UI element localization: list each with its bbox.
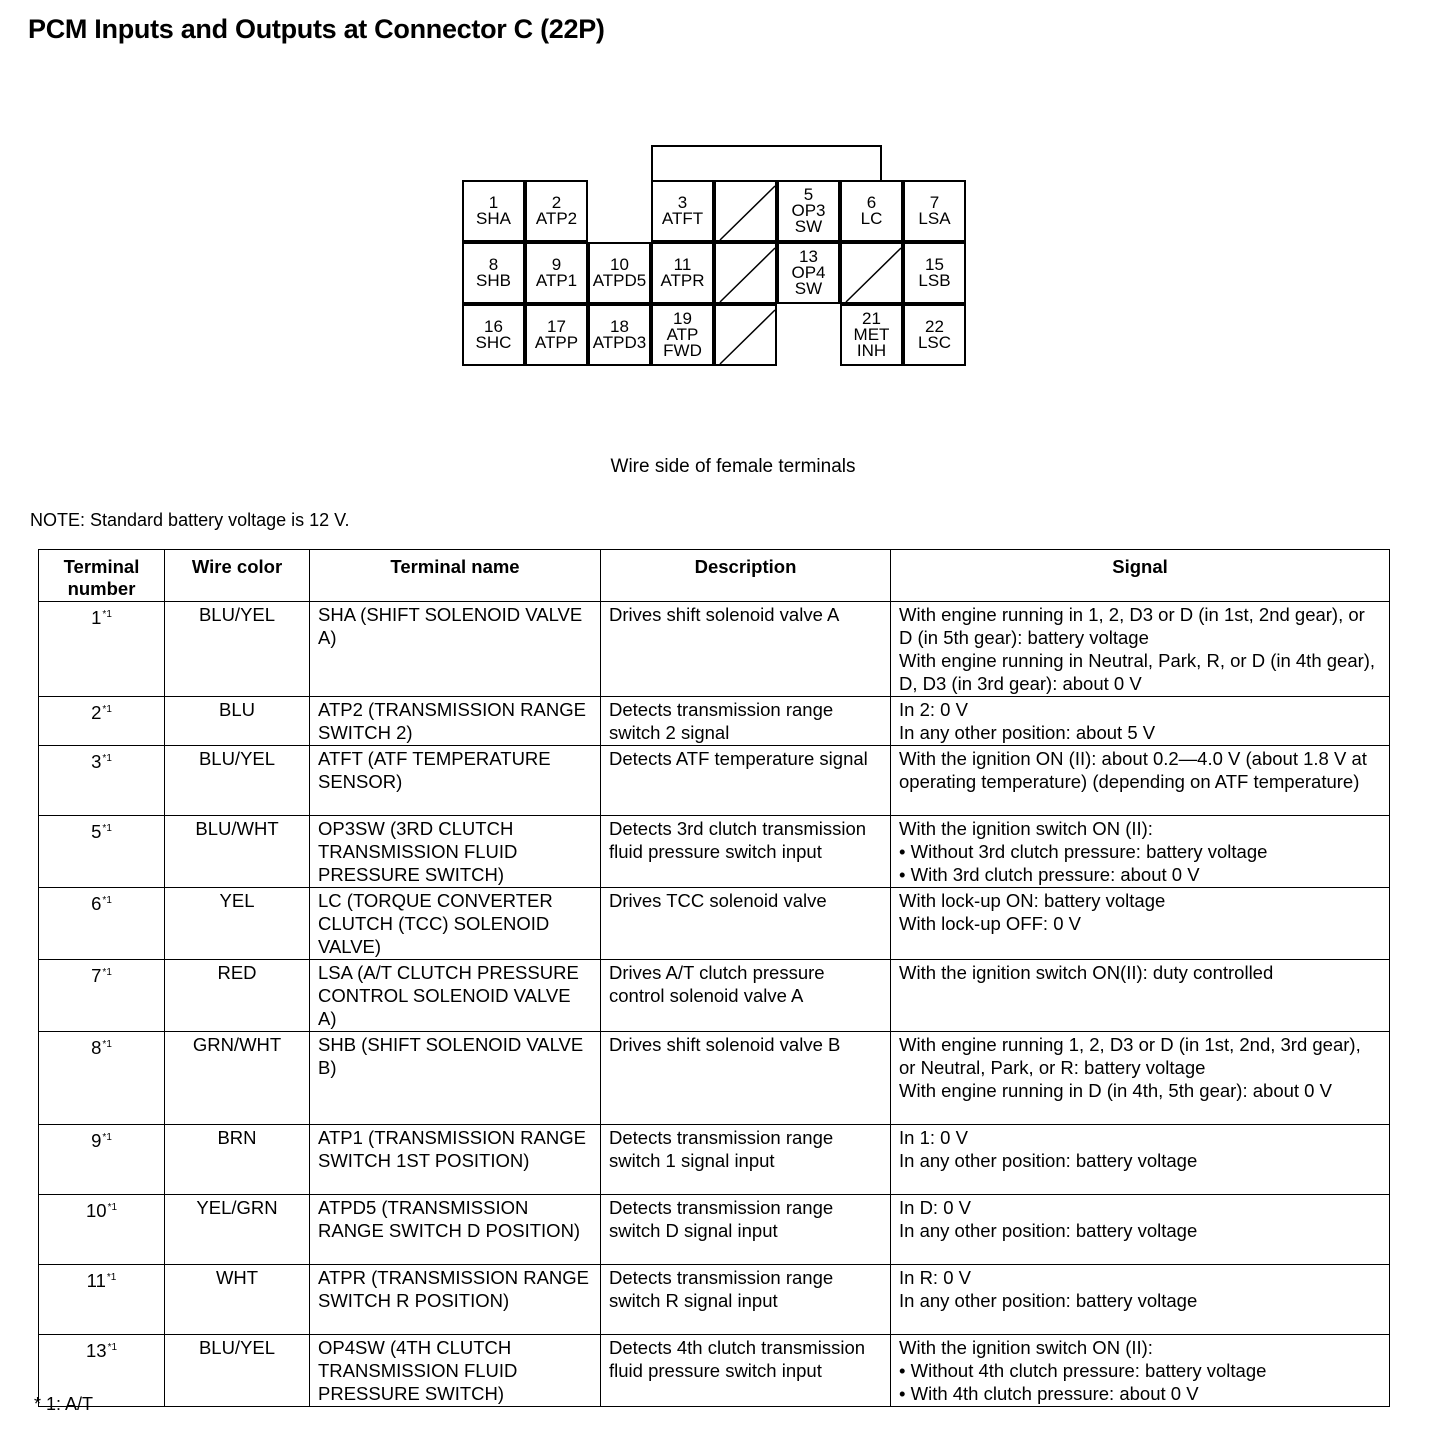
connector-caption: Wire side of female terminals (610, 456, 856, 477)
footnote-marker: *1 (106, 1272, 117, 1283)
pin-name: LSC (917, 333, 952, 352)
terminal-number-cell (39, 1125, 165, 1195)
table-row (39, 1195, 1390, 1265)
footnote-marker: *1 (102, 823, 112, 834)
signal-cell (891, 1125, 1390, 1195)
signal-line: With engine running in D (in 4th, 5th gear): about 0 V (899, 1080, 1332, 1101)
terminal-number: 10 (85, 1200, 107, 1222)
signal-line: In 2: 0 V (899, 699, 968, 720)
description-cell: Drives A/T clutch pressure control solenoid valve A (601, 960, 891, 1032)
pin-16 (462, 304, 525, 366)
header-signal: Signal (891, 550, 1390, 602)
terminal-name-cell: SHB (SHIFT SOLENOID VALVE B) (310, 1032, 601, 1125)
pin-5 (777, 180, 840, 242)
pin-name: ATFT (661, 209, 704, 228)
terminal-number: 8 (91, 1037, 102, 1059)
pin-name: OP3 SW (791, 201, 826, 236)
terminal-name-cell: ATFT (ATF TEMPERATURE SENSOR) (310, 746, 601, 816)
signal-line: With the ignition switch ON (II): (899, 818, 1153, 839)
pin-number: 15 (925, 255, 944, 274)
footnote-marker: *1 (102, 753, 112, 764)
wire-color-cell: BLU/YEL (165, 746, 310, 816)
pin-18 (588, 304, 651, 366)
pin-21 (840, 304, 903, 366)
description-cell: Detects transmission range switch R signal input (601, 1265, 891, 1335)
terminal-number: 5 (91, 821, 102, 843)
page-title: PCM Inputs and Outputs at Connector C (22P) (28, 14, 605, 44)
signal-line: With lock-up ON: battery voltage (899, 890, 1166, 911)
signal-cell (891, 888, 1390, 960)
terminal-number-cell (39, 697, 165, 746)
footnote-marker: *1 (102, 609, 112, 620)
pin-9 (525, 242, 588, 304)
unused-slot-slash-icon (716, 244, 779, 306)
terminal-number: 11 (86, 1270, 106, 1292)
pin-13 (777, 242, 840, 304)
pin-name: ATPR (660, 271, 705, 290)
pin-14-unused (840, 242, 903, 304)
battery-note: NOTE: Standard battery voltage is 12 V. (30, 510, 350, 530)
pin-22 (903, 304, 966, 366)
pin-name: ATP FWD (663, 325, 702, 360)
pin-number: 18 (610, 317, 629, 336)
pin-3 (651, 180, 714, 242)
signal-cell (891, 602, 1390, 697)
pin-number: 13 (799, 247, 818, 266)
wire-color-cell: YEL (165, 888, 310, 960)
description-cell: Drives shift solenoid valve B (601, 1032, 891, 1125)
pin-name: SHB (476, 271, 511, 290)
pin-17 (525, 304, 588, 366)
pin-number: 3 (677, 193, 688, 212)
table-row (39, 602, 1390, 697)
table-row (39, 1125, 1390, 1195)
terminal-number-cell (39, 816, 165, 888)
pin-name: ATPP (534, 333, 579, 352)
wire-color-cell: RED (165, 960, 310, 1032)
signal-line: In any other position: battery voltage (899, 1220, 1198, 1241)
wire-color-cell: BLU/YEL (165, 602, 310, 697)
table-row (39, 816, 1390, 888)
pin-name: MET INH (853, 325, 890, 360)
pin-name: LSB (918, 271, 951, 290)
table-row (39, 1265, 1390, 1335)
signal-cell (891, 697, 1390, 746)
header-terminal-name: Terminal name (310, 550, 601, 602)
description-cell: Detects transmission range switch 1 signal input (601, 1125, 891, 1195)
pin-name: SHC (475, 333, 512, 352)
terminal-name-cell: OP3SW (3RD CLUTCH TRANSMISSION FLUID PRESSURE SWITCH) (310, 816, 601, 888)
pin-number: 6 (866, 193, 877, 212)
pin-name: ATP2 (535, 209, 578, 228)
terminal-number-cell (39, 888, 165, 960)
signal-line: • With 4th clutch pressure: about 0 V (899, 1383, 1199, 1404)
pin-11 (651, 242, 714, 304)
header-description: Description (601, 550, 891, 602)
wire-color-cell: BLU/WHT (165, 816, 310, 888)
table-row (39, 746, 1390, 816)
terminal-name-cell: ATPR (TRANSMISSION RANGE SWITCH R POSITION) (310, 1265, 601, 1335)
pin-number: 19 (673, 309, 692, 328)
pin-6 (840, 180, 903, 242)
signal-line: In any other position: battery voltage (899, 1290, 1198, 1311)
signal-line: In R: 0 V (899, 1267, 971, 1288)
pin-1 (462, 180, 525, 242)
terminal-number: 13 (85, 1340, 107, 1362)
terminal-number-cell (39, 960, 165, 1032)
pin-name: LC (860, 209, 883, 228)
footnote-marker: *1 (107, 1202, 118, 1213)
pin-name: SHA (476, 209, 511, 228)
terminal-number: 1 (91, 607, 102, 629)
connector-key-outline (651, 145, 882, 181)
description-cell: Detects 3rd clutch transmission fluid pressure switch input (601, 816, 891, 888)
pin-number: 11 (673, 255, 692, 274)
table-row (39, 888, 1390, 960)
terminal-number-cell (39, 602, 165, 697)
pin-number: 2 (551, 193, 562, 212)
signal-line: With engine running 1, 2, D3 or D (in 1st, 2nd, 3rd gear), or Neutral, Park, or R: battery voltage (899, 1034, 1361, 1078)
signal-line: With the ignition ON (II): about 0.2—4.0 V (about 1.8 V at operating temperature) (depending on ATF temperature) (899, 748, 1367, 792)
pin-number: 10 (610, 255, 629, 274)
signal-cell (891, 1335, 1390, 1407)
terminal-number: 2 (91, 702, 102, 724)
pin-name: ATPD5 (592, 271, 647, 290)
header-wire-color: Wire color (165, 550, 310, 602)
pin-name: LSA (918, 209, 951, 228)
signal-line: • Without 4th clutch pressure: battery voltage (899, 1360, 1267, 1381)
signal-line: In D: 0 V (899, 1197, 971, 1218)
pin-10 (588, 242, 651, 304)
unused-slot-slash-icon (716, 182, 779, 244)
signal-line: With engine running in 1, 2, D3 or D (in 1st, 2nd gear), or D (in 5th gear): battery voltage (899, 604, 1365, 648)
signal-cell (891, 1032, 1390, 1125)
wire-color-cell: BRN (165, 1125, 310, 1195)
description-cell: Detects transmission range switch 2 signal (601, 697, 891, 746)
footnote-marker: *1 (107, 1342, 118, 1353)
signal-cell (891, 746, 1390, 816)
wire-color-cell: YEL/GRN (165, 1195, 310, 1265)
pin-12-unused (714, 242, 777, 304)
terminal-name-cell: SHA (SHIFT SOLENOID VALVE A) (310, 602, 601, 697)
footnote: * 1: A/T (34, 1394, 94, 1414)
signal-cell (891, 1195, 1390, 1265)
table-row (39, 960, 1390, 1032)
terminal-name-cell: LC (TORQUE CONVERTER CLUTCH (TCC) SOLENOID VALVE) (310, 888, 601, 960)
pin-number: 22 (925, 317, 944, 336)
terminal-name-cell: LSA (A/T CLUTCH PRESSURE CONTROL SOLENOID VALVE A) (310, 960, 601, 1032)
table-row (39, 697, 1390, 746)
pin-name: OP4 SW (791, 263, 826, 298)
description-cell: Detects 4th clutch transmission fluid pressure switch input (601, 1335, 891, 1407)
pin-name: ATP1 (535, 271, 578, 290)
table-header-row (39, 550, 1390, 602)
signal-line: With the ignition switch ON(II): duty controlled (899, 962, 1274, 983)
terminal-number: 3 (91, 751, 102, 773)
signal-line: • With 3rd clutch pressure: about 0 V (899, 864, 1200, 885)
pin-19 (651, 304, 714, 366)
wire-color-cell: BLU (165, 697, 310, 746)
signal-line: In any other position: about 5 V (899, 722, 1156, 743)
pin-number: 1 (488, 193, 499, 212)
table-row (39, 1335, 1390, 1407)
io-table (38, 549, 1390, 1407)
terminal-number-cell (39, 1032, 165, 1125)
terminal-name-cell: ATP2 (TRANSMISSION RANGE SWITCH 2) (310, 697, 601, 746)
table-row (39, 1032, 1390, 1125)
footnote-marker: *1 (102, 704, 112, 715)
signal-cell (891, 816, 1390, 888)
signal-line: With engine running in Neutral, Park, R, or D (in 4th gear), D, D3 (in 3rd gear): about 0 V (899, 650, 1376, 694)
terminal-number: 9 (91, 1130, 102, 1152)
unused-slot-slash-icon (842, 244, 905, 306)
signal-cell (891, 1265, 1390, 1335)
pin-number: 17 (547, 317, 566, 336)
terminal-number-cell (39, 1195, 165, 1265)
unused-slot-slash-icon (716, 306, 779, 368)
header-terminal-number: Terminal number (39, 550, 165, 602)
description-cell: Detects ATF temperature signal (601, 746, 891, 816)
terminal-name-cell: OP4SW (4TH CLUTCH TRANSMISSION FLUID PRESSURE SWITCH) (310, 1335, 601, 1407)
wire-color-cell: BLU/YEL (165, 1335, 310, 1407)
description-cell: Drives TCC solenoid valve (601, 888, 891, 960)
terminal-name-cell: ATP1 (TRANSMISSION RANGE SWITCH 1ST POSITION) (310, 1125, 601, 1195)
signal-line: In any other position: battery voltage (899, 1150, 1198, 1171)
signal-line: In 1: 0 V (899, 1127, 968, 1148)
terminal-number: 6 (91, 893, 102, 915)
pin-8 (462, 242, 525, 304)
footnote-marker: *1 (102, 1132, 112, 1143)
signal-line: With the ignition switch ON (II): (899, 1337, 1153, 1358)
description-cell: Drives shift solenoid valve A (601, 602, 891, 697)
pin-number: 16 (484, 317, 503, 336)
pin-15 (903, 242, 966, 304)
pin-number: 8 (488, 255, 499, 274)
pin-number: 21 (862, 309, 881, 328)
pin-2 (525, 180, 588, 242)
wire-color-cell: GRN/WHT (165, 1032, 310, 1125)
terminal-name-cell: ATPD5 (TRANSMISSION RANGE SWITCH D POSITION) (310, 1195, 601, 1265)
pin-number: 9 (551, 255, 562, 274)
pin-20-unused (714, 304, 777, 366)
terminal-number: 7 (91, 965, 102, 987)
wire-color-cell: WHT (165, 1265, 310, 1335)
terminal-number-cell (39, 746, 165, 816)
pin-4-unused (714, 180, 777, 242)
footnote-marker: *1 (102, 967, 112, 978)
pin-number: 5 (803, 185, 814, 204)
signal-line: • Without 3rd clutch pressure: battery voltage (899, 841, 1268, 862)
pin-number: 7 (929, 193, 940, 212)
footnote-marker: *1 (102, 1039, 112, 1050)
description-cell: Detects transmission range switch D signal input (601, 1195, 891, 1265)
footnote-marker: *1 (102, 895, 112, 906)
signal-cell (891, 960, 1390, 1032)
signal-line: With lock-up OFF: 0 V (899, 913, 1081, 934)
pin-name: ATPD3 (592, 333, 647, 352)
terminal-number-cell (39, 1265, 165, 1335)
pin-7 (903, 180, 966, 242)
